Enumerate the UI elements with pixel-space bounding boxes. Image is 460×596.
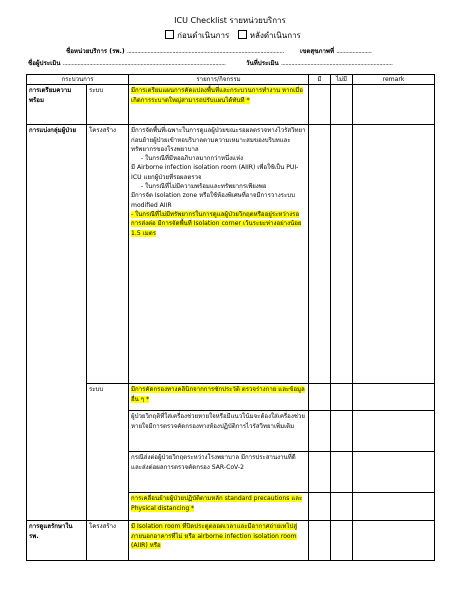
no-cell[interactable] bbox=[331, 521, 353, 561]
category-cell: การแบ่งกลุ่มผู้ป่วย bbox=[27, 125, 87, 521]
type-cell: โครงสร้าง bbox=[87, 125, 129, 384]
no-cell[interactable] bbox=[331, 493, 353, 521]
table-row bbox=[27, 125, 435, 384]
item-text: มีการจัด Isolation zone หรือใช้ห้องพิเศษที่อาจมีการวางระบบ modified AIIR bbox=[131, 192, 295, 209]
item-text: - ในกรณีที่ไม่มีความพร้อมและทรัพยากรเพียงพอ bbox=[141, 183, 267, 191]
table-row bbox=[27, 384, 435, 411]
table-row bbox=[27, 85, 435, 125]
yes-cell[interactable] bbox=[309, 125, 331, 384]
before-checkbox[interactable] bbox=[165, 30, 174, 39]
yes-cell[interactable] bbox=[309, 384, 331, 411]
category-cell: การเตรียมความพร้อม bbox=[27, 85, 87, 125]
col-process: กระบวนการ bbox=[27, 75, 129, 85]
item-text: มีการจัดพื้นที่เฉพาะในการดูแลผู้ป่วยขณะรอผลตรวจทางไวรัสวิทยาก่อนย้ายผู้ป่วยเข้าหอบริบาลตามความเหมาะสมของบริบทและทรัพยากรของโรงพยาบาล bbox=[131, 127, 306, 153]
no-cell[interactable] bbox=[331, 411, 353, 452]
item-cell bbox=[129, 493, 309, 521]
table-header-row bbox=[27, 75, 435, 85]
item-text: มีการเตรียมแผนการคัดแปลงพื้นที่และกระบวนการทำงาน หากเมื่อเกิดการระบาดใหญ่สามารถปรับแผนได้ทันที * bbox=[131, 87, 303, 104]
table-row bbox=[27, 521, 435, 561]
item-text: การเคลื่อนย้ายผู้ป่วยปฏิบัติตามหลัก standard precautions และ Physical distancing * bbox=[131, 495, 303, 512]
no-cell[interactable] bbox=[331, 384, 353, 411]
yes-cell[interactable] bbox=[309, 452, 331, 493]
item-text: มี Airborne infection isolation room (AIIR) เพื่อใช้เป็น PUI-ICU แยกผู้ป่วยที่รอผลตรวจ bbox=[131, 164, 299, 181]
no-cell[interactable] bbox=[331, 125, 353, 384]
yes-cell[interactable] bbox=[309, 85, 331, 125]
item-cell: ผู้ป่วยวิกฤติที่ใส่เครื่องช่วยหายใจหรือมีแนวโน้มจะต้องใส่เครื่องช่วยหายใจมีการตรวจคัดกรองทางห้องปฏิบัติการไวรัสวิทยาเพิ่มเติม bbox=[129, 411, 309, 452]
assessor-blank: ............................................................................................................... bbox=[62, 60, 226, 67]
remark-cell[interactable] bbox=[353, 411, 435, 452]
remark-cell[interactable] bbox=[353, 85, 435, 125]
region-label: เขตสุขภาพที่ bbox=[300, 48, 335, 55]
item-cell bbox=[129, 125, 309, 384]
before-label: ก่อนดำเนินการ bbox=[177, 31, 230, 40]
remark-cell[interactable] bbox=[353, 125, 435, 384]
date-field[interactable] bbox=[246, 60, 392, 68]
yes-cell[interactable] bbox=[309, 411, 331, 452]
date-label: วันที่ประเมิน bbox=[246, 60, 279, 67]
no-cell[interactable] bbox=[331, 85, 353, 125]
category-cell: การดูแลรักษาใน รพ. bbox=[27, 521, 87, 561]
remark-cell[interactable] bbox=[353, 521, 435, 561]
after-label: หลังดำเนินการ bbox=[249, 31, 301, 40]
unit-name-field[interactable] bbox=[66, 48, 284, 56]
item-text-highlighted: - ในกรณีที่ไม่มีทรัพยากรในการดูแลผู้ป่วยวิกฤตหรืออยู่ระหว่างรอการส่งต่อ มีการจัดพื้นที่ Isolation corner เว้นระยะห่างอย่างน้อย 1.5 เมตร bbox=[131, 210, 302, 237]
type-cell: ระบบ bbox=[87, 384, 129, 521]
item-cell: กรณีส่งต่อผู้ป่วยวิกฤตระหว่างโรงพยาบาล มีการประสานงานที่ดี และส่งต่อผลการตรวจคัดกรอง SAR-CoV-2 bbox=[129, 452, 309, 493]
type-cell: โครงสร้าง bbox=[87, 521, 129, 561]
col-remark: remark bbox=[353, 75, 435, 85]
remark-cell[interactable] bbox=[353, 452, 435, 493]
unit-name-blank: ........................................................................................................... bbox=[126, 48, 284, 55]
type-cell: ระบบ bbox=[87, 85, 129, 125]
col-items: รายการ/กิจกรรม bbox=[129, 75, 309, 85]
date-blank: ............................................................................ bbox=[280, 60, 393, 67]
item-cell bbox=[129, 85, 309, 125]
document-title: ICU Checklist รายหน่วยบริการ bbox=[174, 16, 286, 25]
remark-cell[interactable] bbox=[353, 384, 435, 411]
col-yes: มี bbox=[309, 75, 331, 85]
yes-cell[interactable] bbox=[309, 493, 331, 521]
item-text: มี Isolation room ที่ปิดประตูตลอดเวลาและมีอากาศถ่ายเทไปสู่ภายนอกอาคารที่ไม่ หรือ airborne infection isolation room (AIIR) หรือ bbox=[131, 523, 298, 549]
after-checkbox[interactable] bbox=[238, 30, 247, 39]
item-cell bbox=[129, 521, 309, 561]
item-cell bbox=[129, 384, 309, 411]
checklist-table bbox=[26, 74, 435, 561]
assessor-field[interactable] bbox=[28, 60, 226, 68]
assessor-label: ชื่อผู้ประเมิน bbox=[28, 60, 61, 67]
item-text: - ในกรณีที่มีหออภิบาลมากกว่าหนึ่งแห่ง bbox=[141, 155, 244, 163]
region-blank: ........................ bbox=[336, 48, 372, 55]
unit-name-label: ชื่อหน่วยบริการ (รพ.) bbox=[66, 48, 125, 55]
yes-cell[interactable] bbox=[309, 521, 331, 561]
item-text: มีการคัดกรองทางคลินิกจากการซักประวัติ ตรวจร่างกาย และข้อมูลอื่น ๆ * bbox=[131, 386, 305, 403]
remark-cell[interactable] bbox=[353, 493, 435, 521]
col-no: ไม่มี bbox=[331, 75, 353, 85]
no-cell[interactable] bbox=[331, 452, 353, 493]
phase-checkboxes bbox=[0, 30, 460, 41]
region-field[interactable] bbox=[300, 48, 371, 56]
